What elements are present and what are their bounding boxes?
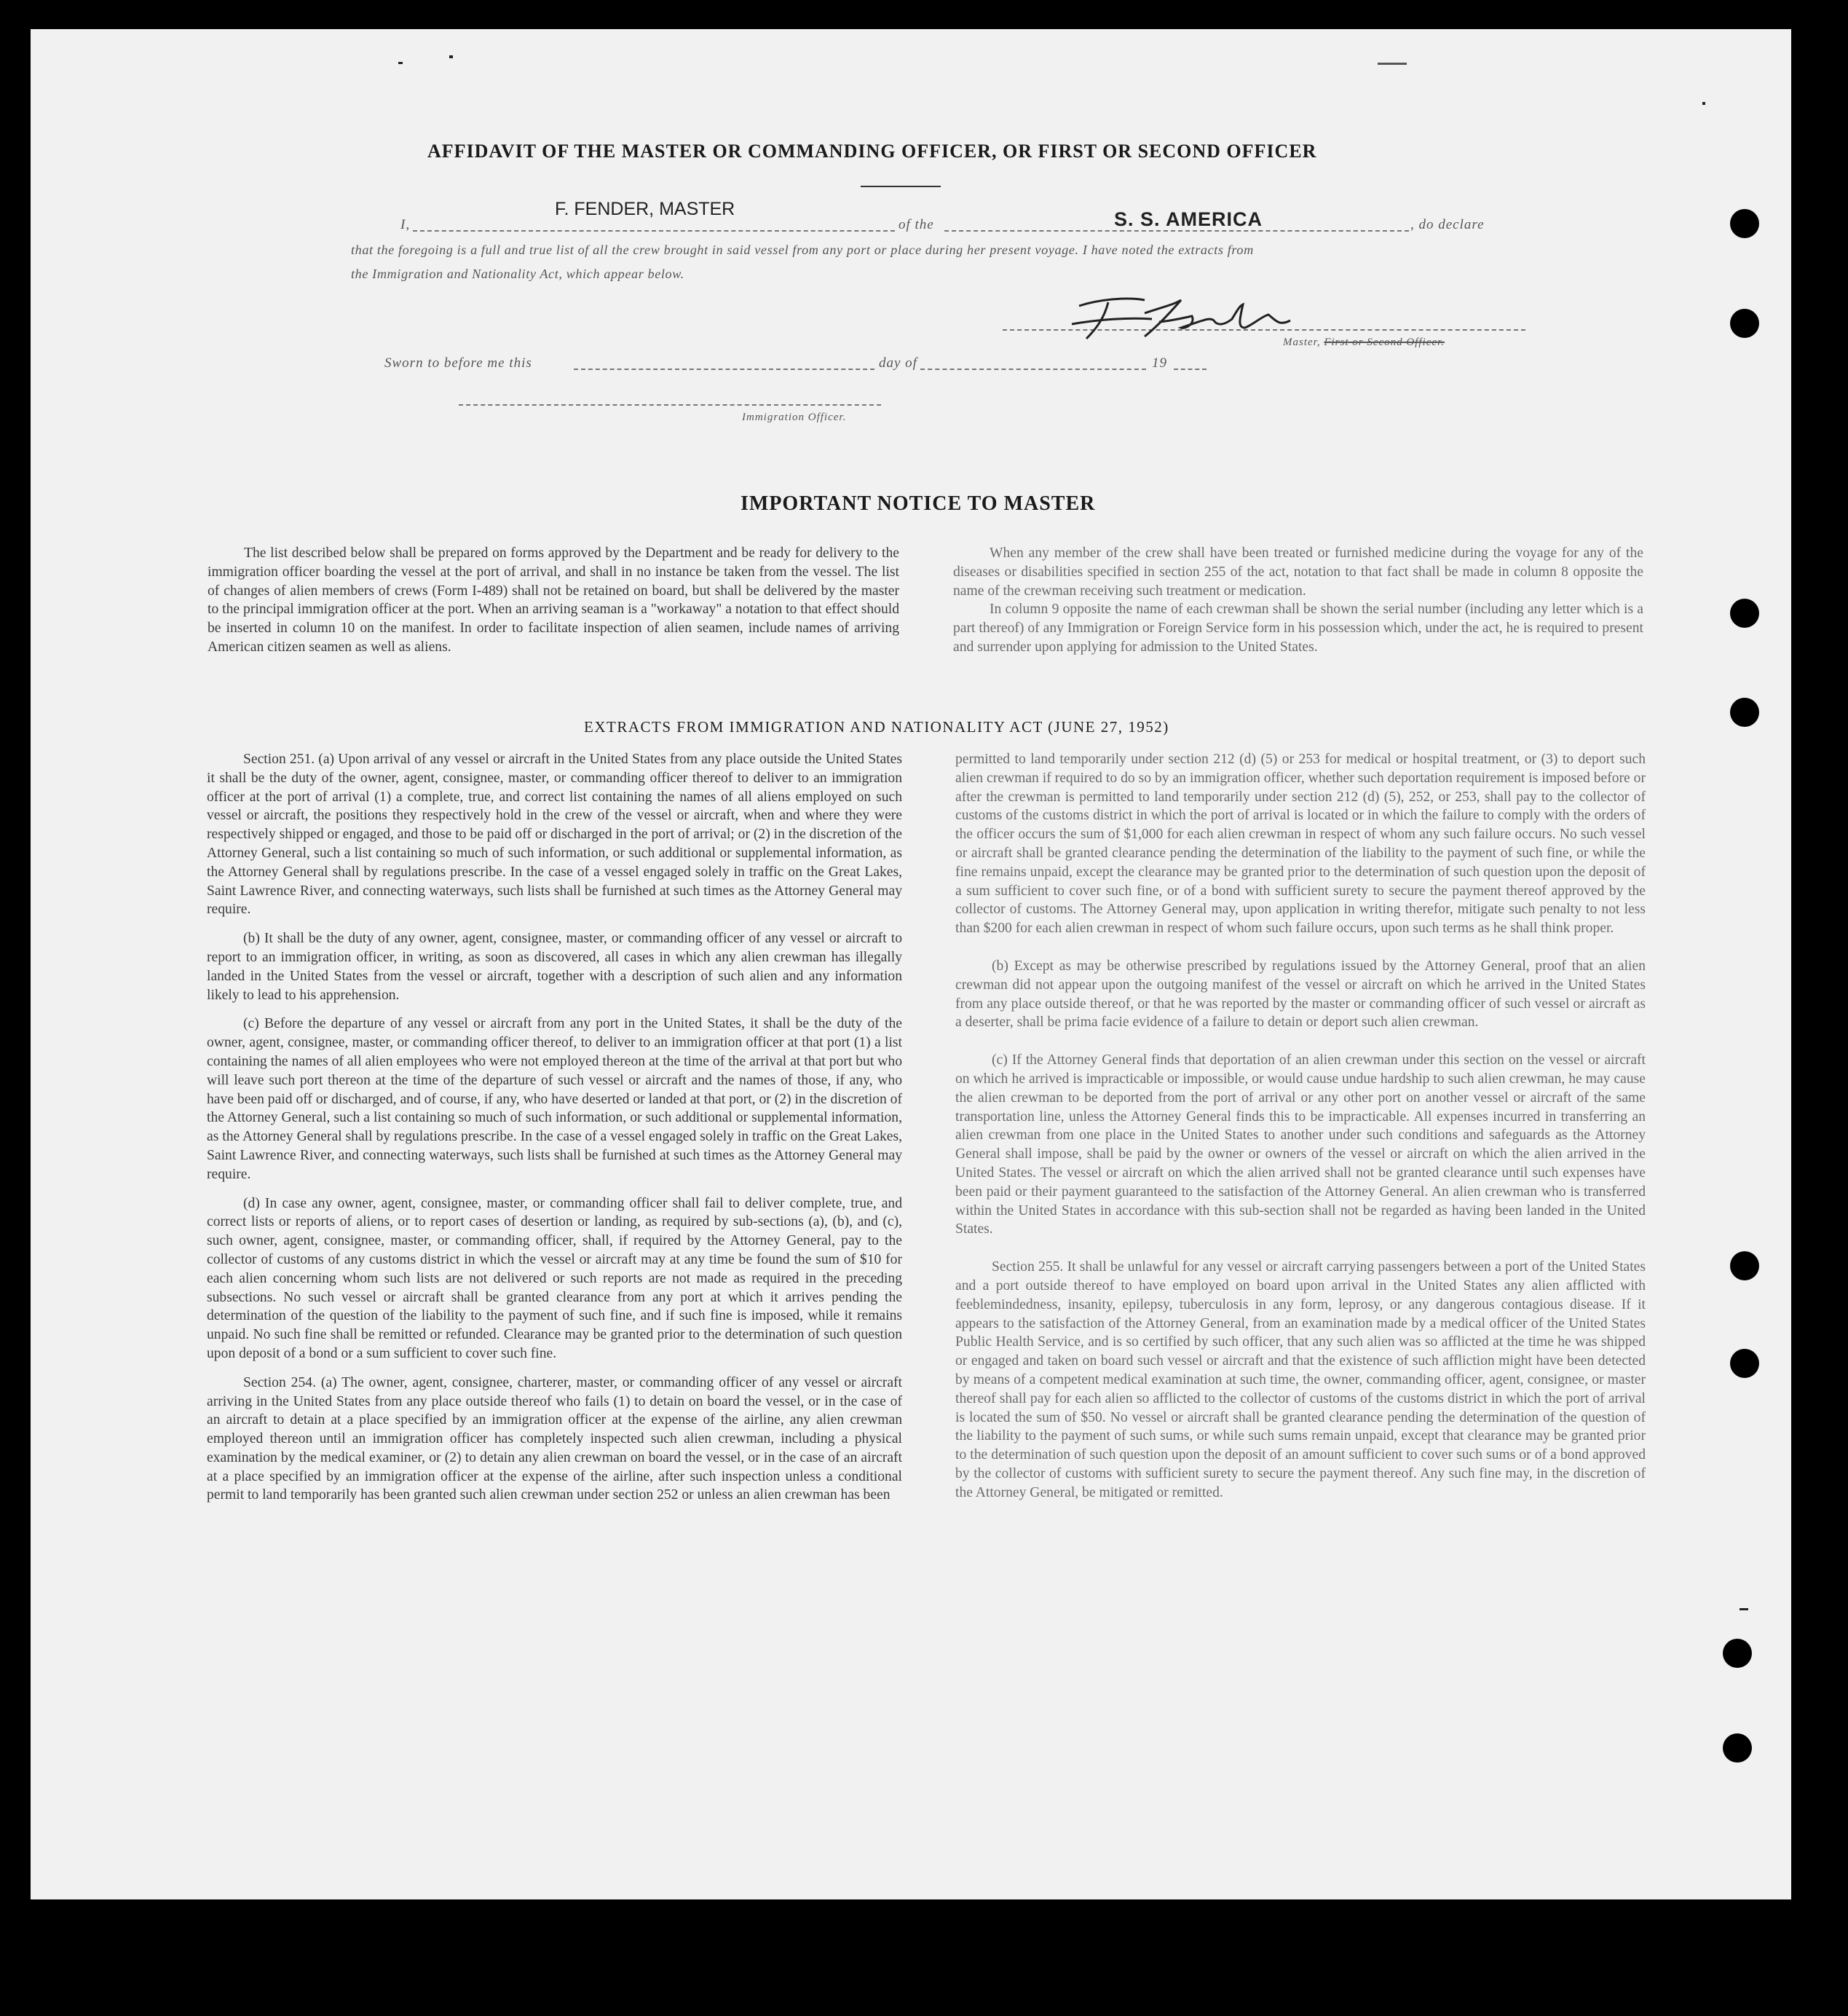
scan-speck [1378,63,1407,65]
signature-mark [1057,284,1305,350]
binder-hole [1730,698,1759,727]
extracts-title: EXTRACTS FROM IMMIGRATION AND NATIONALITY ACT (JUNE 27, 1952) [584,718,1169,736]
binder-hole [1730,1251,1759,1280]
affidavit-title: AFFIDAVIT OF THE MASTER OR COMMANDING OFFICER, OR FIRST OR SECOND OFFICER [427,141,1317,162]
caption-struck-officer: First or Second Officer. [1324,336,1445,348]
section-251a: Section 251. (a) Upon arrival of any vessel or aircraft in the United States from any place outside the United States it shall be the duty of the owner, agent, consignee, master, or commanding officer thereof to deliver to an immigration officer at the port of arrival (1) a complete, true, and correct list containing the names of all aliens employed on such vessel or aircraft, the positions they respectively hold in the crew of the vessel or aircraft, when and where they were respectively shipped or engaged, and those to be paid off or discharged in the port of arrival; or (2) in the discretion of the Attorney General, such a list containing so much of such information, or such additional or supplemental information, as the Attorney General shall by regulations prescribe. In the case of a vessel engaged solely in traffic on the Great Lakes, Saint Lawrence River, and connecting waterways, such lists shall be furnished at such times as the Attorney General may require. [207,752,902,918]
title-rule [861,186,941,187]
binder-hole [1730,209,1759,238]
caption-master: Master, [1283,336,1321,348]
notice-title: IMPORTANT NOTICE TO MASTER [741,492,1096,515]
section-255: Section 255. It shall be unlawful for any vessel or aircraft carrying passengers between a port of the United States and a port outside thereof to have employed on board upon arrival in the United States any alien afflicted with feeblemindedness, insanity, epilepsy, tuberculosis in any form, leprosy, or any dangerous contagious disease. If it appears to the satisfaction of the Attorney General, from an examination made by a medical officer of the United States Public Health Service, and is so certified by such officer, that any such alien was so afflicted at the time he was shipped or engaged and taken on board such vessel or aircraft and that the existence of such affliction might have been detected by means of a competent medical examination at such time, the owner, commanding officer, agent, consignee, or master thereof shall pay for each alien so afflicted to the collector of customs of the customs district in which the port of arrival is located the sum of $50. No vessel or aircraft shall be granted clearance pending the determination of the question of the liability to the payment of such sums, or while such sums remain unpaid, except that clearance may be granted prior to the determination of such question upon the deposit of an amount sufficient to cover such sums or of a bond approved by the collector of customs with sufficient surety to secure the payment thereof. Any such fine may, in the discretion of the Attorney General, be mitigated or remitted. [955,1259,1646,1500]
vessel-name-handwritten: S. S. AMERICA [1114,208,1263,230]
notice-left-paragraph: The list described below shall be prepared on forms approved by the Department and be ready for delivery to the immigration officer boarding the vessel at the port of arrival, and shall in no instance be taken from the vessel. The list of changes of alien members of crews (Form I-489) shall not be retained on board, but shall be delivered by the master to the principal immigration officer at the port. When an arriving seaman is a "workaway" a notation to that effect should be inserted in column 10 on the manifest. In order to facilitate inspection of alien seamen, include names of arriving American citizen seamen as well as aliens. [208,546,899,655]
section-251b: (b) It shall be the duty of any owner, agent, consignee, master, or commanding officer of any vessel or aircraft to report to an immigration officer, in writing, as soon as discovered, all cases in which any alien crewman has illegally landed in the United States from the vessel or aircraft, together with a description of such alien and any information likely to lead to his apprehension. [207,931,902,1003]
notice-right-paragraph-2: In column 9 opposite the name of each crewman shall be shown the serial number (including any letter which is a part thereof) of any Immigration or Foreign Service form in his possession which, under the act, he is required to present and surrender upon applying for admission to the United States. [953,602,1643,655]
section-251c: (c) Before the departure of any vessel or aircraft from any port in the United States, it shall be the duty of the owner, agent, consignee, master, or commanding officer thereof, to deliver to an immigration officer at that port (1) a list containing the names of all alien employees who were not employed thereon at the time of the arrival at that port but who will leave such port thereon at the time of the departure of such vessel or aircraft and the names of those, if any, who have been paid off or discharged, and of course, if any, who have deserted or landed at that port, or (2) in the discretion of the Attorney General, such a list containing so much of such information, or such additional or supplemental information, as the Attorney General shall by regulations prescribe. In the case of a vessel engaged solely in traffic on the Great Lakes, Saint Lawrence River, and connecting waterways, such lists shall be furnished at such times as the Attorney General may require. [207,1016,902,1182]
declaration-line-1: that the foregoing is a full and true list of all the crew brought in said vessel from any port or place during her present voyage. I have noted the extracts from [351,243,1254,257]
document-page [31,29,1791,1899]
scan-speck [449,55,453,58]
section-251d: (d) In case any owner, agent, consignee, master, or commanding officer shall fail to deliver complete, true, and correct lists or reports of aliens, or to report cases of desertion or landing, as required by sub-sections (a), (b), and (c), such owner, agent, consignee, master, or commanding officer, shall, if required by the Attorney General, pay to the collector of customs of any customs district in which the vessel or aircraft may at any time be found the sum of $10 for each alien concerning whom such lists are not delivered or such reports are not made as required in the preceding subsections. No such vessel or aircraft shall be granted clearance from any port at which it arrives pending the determination of the question of the liability to the payment of such fine, and if such fine is imposed, while it remains unpaid. No such fine shall be remitted or refunded. Clearance may be granted prior to the determination of such question upon deposit of a bond or a sum sufficient to cover such fine. [207,1195,902,1361]
officer-caption: Immigration Officer. [742,412,847,423]
sworn-month-line [920,358,1146,370]
section-254b: (b) Except as may be otherwise prescribed by regulations issued by the Attorney General, proof that an alien crewman did not appear upon the outgoing manifest of the vessel or aircraft on which he arrived in the United States from any place outside thereof, or that he was reported by the master or commanding officer of such vessel or aircraft as a deserter, shall be prima facie evidence of a failure to detain or deport such alien crewman. [955,958,1646,1031]
name-line [413,220,895,232]
section-254a-continued: permitted to land temporarily under section 212 (d) (5) or 253 for medical or hospital treatment, or (3) to deport such alien crewman if required to do so by an immigration officer, whether such deportation requirement is imposed before or after the crewman is permitted to land temporarily under section 212 (d) (5), 252, or 253, shall pay to the collector of customs of the customs district in which the port of arrival is located or in which the failure to comply with the orders of the officer occurs the sum of $1,000 for each alien crewman in respect of whom any such failure occurs. No such vessel or aircraft shall be granted clearance pending the determination of the liability to the payment of such fine, or while the fine remains unpaid, except the clearance may be granted prior to the determination of such question upon the deposit of a sum sufficient to cover such fine, or of a bond with sufficient surety to secure the payment thereof approved by the collector of customs. The Attorney General may, upon application in writing therefor, mitigate such penalty to not less than $200 for each alien crewman in respect of whom such failure occurs, upon such terms as he shall think proper. [955,752,1646,937]
binder-hole [1730,599,1759,628]
binder-hole [1723,1639,1752,1668]
day-of-label: day of [879,355,917,371]
scan-speck [1740,1608,1748,1610]
sworn-year-line [1174,358,1207,370]
binder-hole [1730,309,1759,338]
signature-caption [1283,336,1445,349]
year-label: 19 [1152,355,1167,371]
notice-right-paragraph-1: When any member of the crew shall have been treated or furnished medicine during the voyage for any of the diseases or disabilities specified in section 255 of the act, notation to that fact shall be made in column 8 opposite the name of the crewman receiving such treatment or medication. [953,546,1643,599]
section-254a: Section 254. (a) The owner, agent, consignee, charterer, master, or commanding officer of any vessel or aircraft arriving in the United States from any place outside thereof who fails (1) to detain on board the vessel, or in the case of an aircraft to detain at a place specified by an immigration officer at the expense of the airline, any alien crewman employed thereon until an immigration officer has completely inspected such alien crewman, including a physical examination by the medical examiner, or (2) to detain any alien crewman on board the vessel, or in the case of an aircraft at a place specified by an immigration officer at the expense of the airline, after such inspection unless a conditional permit to land temporarily has been granted such alien crewman under section 252 or unless an alien crewman has been [207,1374,902,1503]
binder-hole [1730,1349,1759,1378]
scan-speck [1702,102,1705,105]
officer-signature-line [459,404,881,406]
master-name-handwritten: F. FENDER, MASTER [555,199,735,219]
sworn-label: Sworn to before me this [384,355,532,371]
section-254c: (c) If the Attorney General finds that deportation of an alien crewman under this section on the vessel or aircraft on which he arrived is impracticable or impossible, or would cause undue hardship to such alien crewman, he may cause the alien crewman to be deported from the port of arrival or any other port on another vessel or aircraft of the same transportation line, unless the Attorney General finds this to be impracticable. All expenses incurred in transferring an alien crewman from one place in the United States to another under such conditions and safeguards as the Attorney General shall impose, shall be paid by the owner or owners of the vessel or aircraft on which the alien arrived in the United States. The vessel or aircraft on which the alien arrived shall not be granted clearance until such expenses have been paid or their payment guaranteed to the satisfaction of the Attorney General. An alien crewman who is transferred within the United States in accordance with this sub-section shall not be regarded as having been landed in the United States. [955,1052,1646,1237]
notice-left-column [208,544,899,657]
binder-hole [1723,1733,1752,1763]
of-the-label: of the [899,217,934,232]
scan-speck [398,62,403,64]
notice-right-column [953,544,1643,657]
declaration-line-2: the Immigration and Nationality Act, which appear below. [351,267,684,281]
do-declare-label: , do declare [1410,217,1485,232]
extracts-left-column [207,750,902,1505]
sworn-day-line [574,358,874,370]
i-label: I, [400,217,411,232]
extracts-right-column [955,750,1646,1502]
